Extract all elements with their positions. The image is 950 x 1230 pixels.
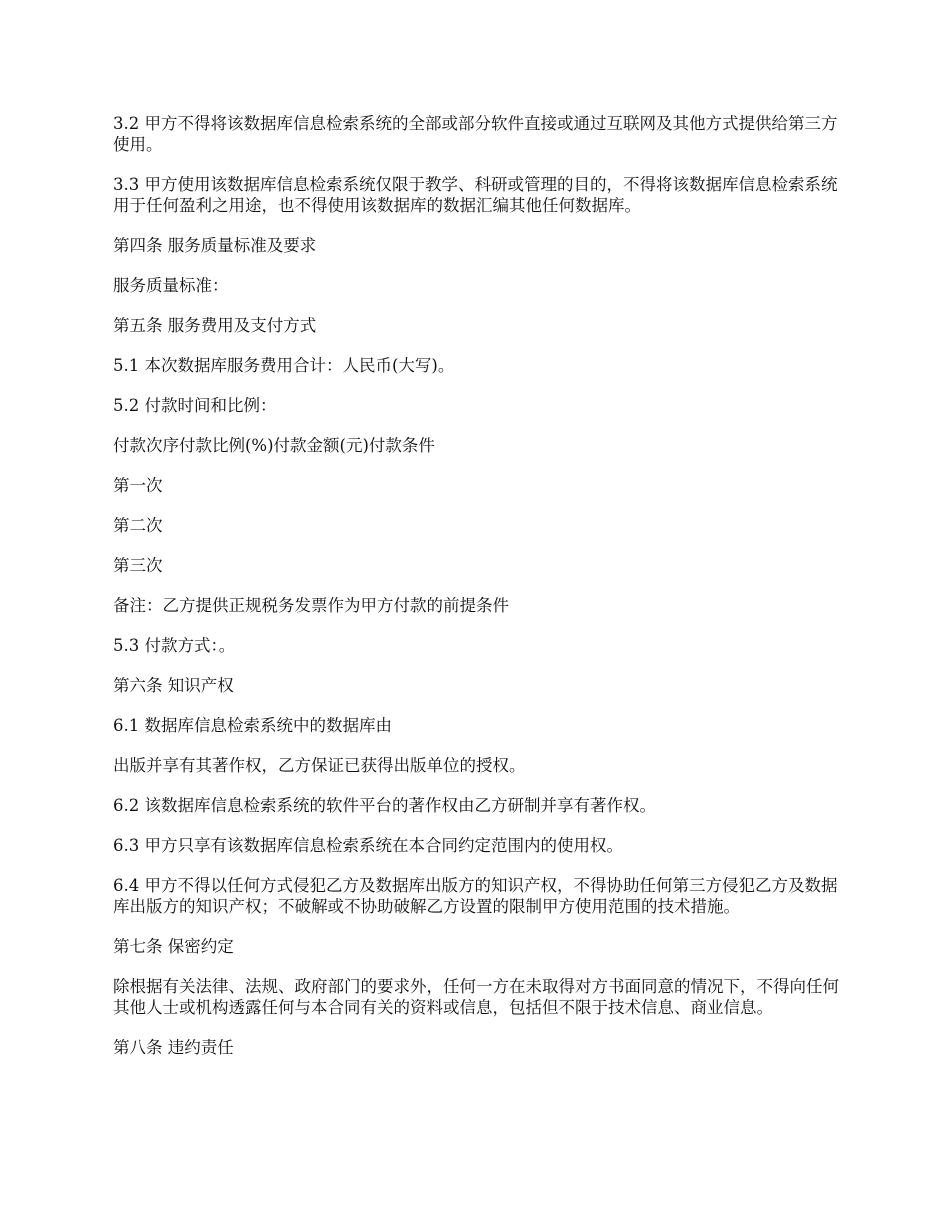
confidentiality-clause: 除根据有关法律、法规、政府部门的要求外，任何一方在未取得对方书面同意的情况下，不得向任何其他人士或机构透露任何与本合同有关的资料或信息，包括但不限于技术信息、商业信息。 <box>113 977 839 1017</box>
clause-6-3: 6.3 甲方只享有该数据库信息检索系统在本合同约定范围内的使用权。 <box>113 836 623 855</box>
article-5-heading: 第五条 服务费用及支付方式 <box>113 316 317 335</box>
payment-row-second: 第二次 <box>113 516 163 535</box>
clause-6-4: 6.4 甲方不得以任何方式侵犯乙方及数据库出版方的知识产权，不得协助任何第三方侵犯乙方及数据库出版方的知识产权；不破解或不协助破解乙方设置的限制甲方使用范围的技术措施。 <box>113 876 838 916</box>
article-8-heading: 第八条 违约责任 <box>113 1038 234 1057</box>
payment-row-first: 第一次 <box>113 476 163 495</box>
payment-table-header: 付款次序付款比例(%)付款金额(元)付款条件 <box>113 436 435 455</box>
payment-remark: 备注：乙方提供正规税务发票作为甲方付款的前提条件 <box>113 596 509 615</box>
clause-6-1-continued: 出版并享有其著作权，乙方保证已获得出版单位的授权。 <box>113 756 526 775</box>
document-page <box>113 113 843 1077</box>
clause-5-3: 5.3 付款方式：。 <box>113 636 236 655</box>
clause-3-2: 3.2 甲方不得将该数据库信息检索系统的全部或部分软件直接或通过互联网及其他方式提供给第三方使用。 <box>113 114 838 154</box>
clause-3-3: 3.3 甲方使用该数据库信息检索系统仅限于教学、科研或管理的目的，不得将该数据库信息检索系统用于任何盈利之用途，也不得使用该数据库的数据汇编其他任何数据库。 <box>113 175 838 215</box>
clause-6-2: 6.2 该数据库信息检索系统的软件平台的著作权由乙方研制并享有著作权。 <box>113 796 656 815</box>
article-7-heading: 第七条 保密约定 <box>113 937 234 956</box>
article-6-heading: 第六条 知识产权 <box>113 676 234 695</box>
payment-row-third: 第三次 <box>113 556 163 575</box>
clause-5-2: 5.2 付款时间和比例： <box>113 396 277 415</box>
service-quality-standard: 服务质量标准： <box>113 276 229 295</box>
article-4-heading: 第四条 服务质量标准及要求 <box>113 236 317 255</box>
clause-5-1: 5.1 本次数据库服务费用合计：人民币(大写)。 <box>113 356 455 375</box>
clause-6-1: 6.1 数据库信息检索系统中的数据库由 <box>113 716 392 735</box>
